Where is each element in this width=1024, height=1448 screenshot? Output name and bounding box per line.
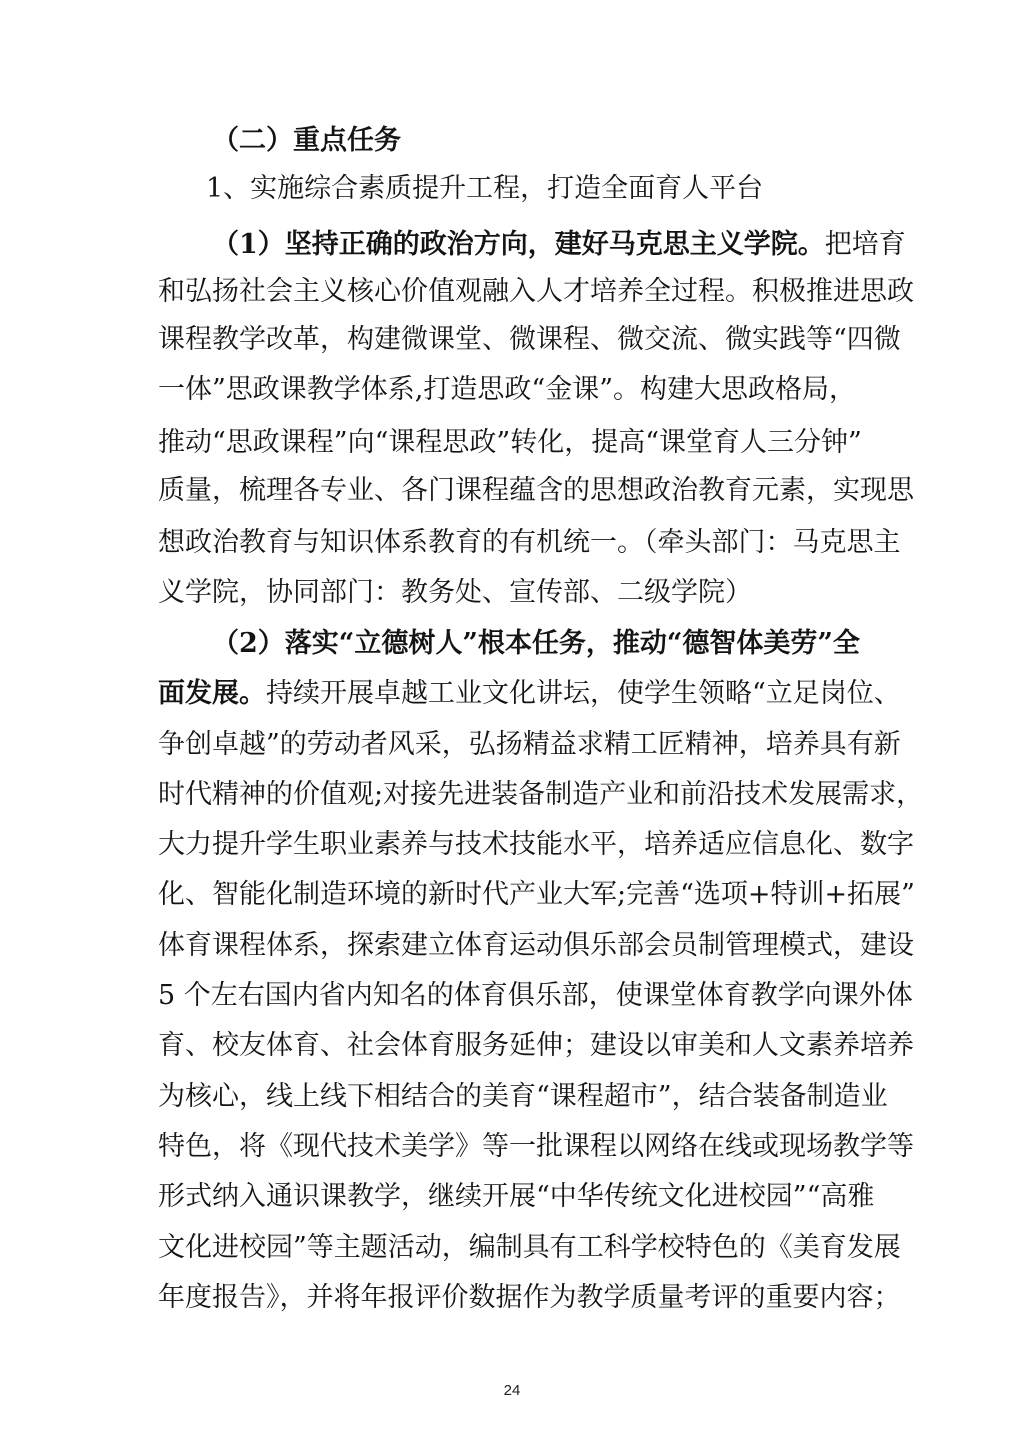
item2-line-5: 体育课程体系，探索建立体育运动俱乐部会员制管理模式，建设 <box>158 930 914 961</box>
item2-second-line <box>158 670 901 718</box>
item2-line-8: 为核心，线上线下相结合的美育“课程超市”，结合装备制造业 <box>158 1081 888 1112</box>
item1-line-4: 推动“思政课程”向“课程思政”转化，提高“课堂育人三分钟” <box>158 427 862 458</box>
page-number: 24 <box>503 1382 521 1399</box>
item1-lead: （1）坚持正确的政治方向，建好马克思主义学院。 <box>212 229 825 260</box>
item1-line-7: 义学院，协同部门：教务处、宣传部、二级学院） <box>158 577 752 608</box>
item2-lead-line2: 面发展。 <box>158 678 266 709</box>
item1-first-line <box>212 221 906 269</box>
task-heading: 1、实施综合素质提升工程，打造全面育人平台 <box>206 173 764 204</box>
item2-line-9: 特色，将《现代技术美学》等一批课程以网络在线或现场教学等 <box>158 1131 914 1162</box>
item2-line-6: 5 个左右国内省内知名的体育俱乐部，使课堂体育教学向课外体 <box>158 980 913 1011</box>
item2-line-4: 化、智能化制造环境的新时代产业大军;完善“选项+特训+拓展” <box>158 879 915 910</box>
item1-line-1: 和弘扬社会主义核心价值观融入人才培养全过程。积极推进思政 <box>158 276 914 307</box>
item1-line-6: 想政治教育与知识体系教育的有机统一。（牵头部门：马克思主 <box>158 527 901 558</box>
item1-line-0: 把培育 <box>824 229 906 260</box>
item2-line-1: 争创卓越”的劳动者风采，弘扬精益求精工匠精神，培养具有新 <box>158 729 901 760</box>
item1-line-5: 质量，梳理各专业、各门课程蕴含的思想政治教育元素，实现思 <box>158 475 914 506</box>
section-heading: （二）重点任务 <box>212 125 401 156</box>
item2-line-11: 文化进校园”等主题活动，编制具有工科学校特色的《美育发展 <box>158 1232 901 1263</box>
item2-line-3: 大力提升学生职业素养与技术技能水平，培养适应信息化、数字 <box>158 829 914 860</box>
item1-line-3: 一体”思政课教学体系,打造思政“金课”。构建大思政格局， <box>158 374 856 405</box>
item2-line-0: 持续开展卓越工业文化讲坛，使学生领略“立足岗位、 <box>266 678 901 709</box>
item2-line-10: 形式纳入通识课教学，继续开展“中华传统文化进校园”“高雅 <box>158 1181 875 1212</box>
item2-lead-line1: （2）落实“立德树人”根本任务，推动“德智体美劳”全 <box>212 628 860 659</box>
item2-line-12: 年度报告》，并将年报评价数据作为教学质量考评的重要内容； <box>158 1282 901 1313</box>
item2-line-2: 时代精神的价值观;对接先进装备制造产业和前沿技术发展需求， <box>158 779 924 810</box>
item2-line-7: 育、校友体育、社会体育服务延伸；建设以审美和人文素养培养 <box>158 1030 914 1061</box>
item1-line-2: 课程教学改革，构建微课堂、微课程、微交流、微实践等“四微 <box>158 324 901 355</box>
